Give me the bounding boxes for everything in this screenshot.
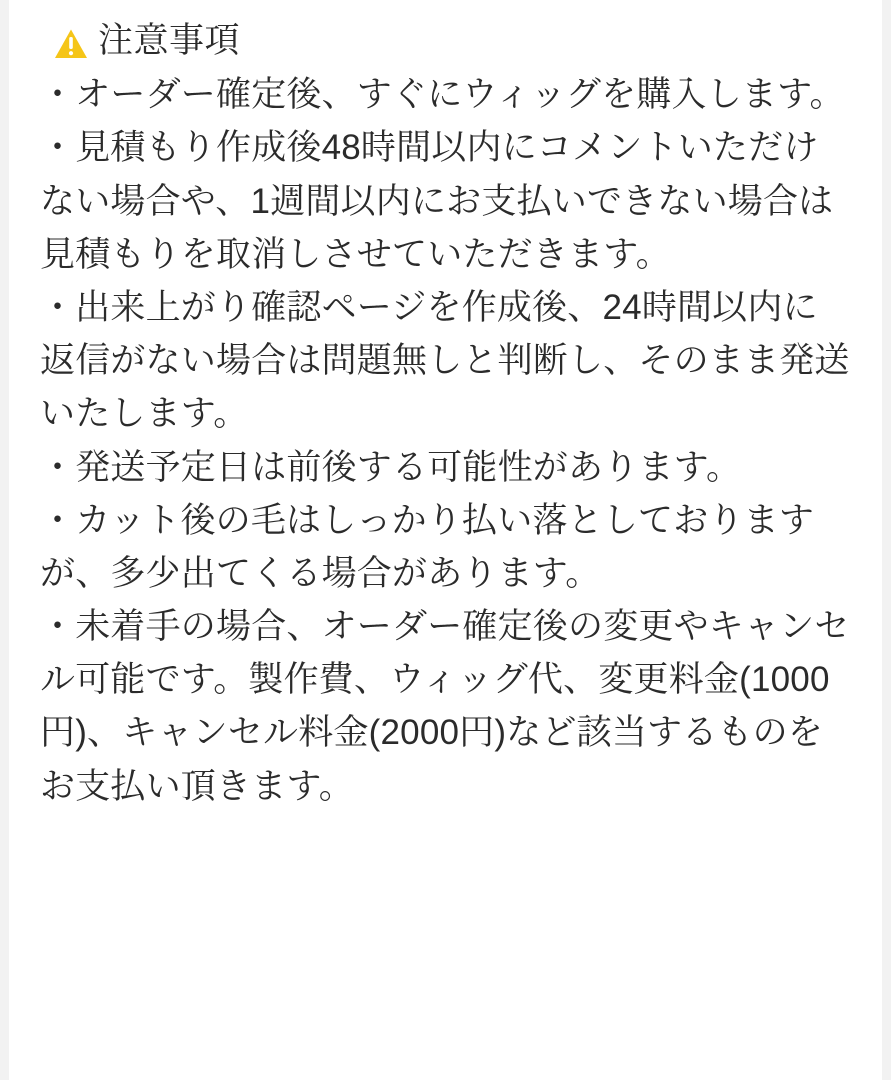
list-item: ・出来上がり確認ページを作成後、24時間以内に返信がない場合は問題無しと判断し、そのまま発送いたします。 bbox=[40, 287, 850, 434]
notice-list bbox=[40, 68, 851, 813]
notice-block bbox=[40, 18, 851, 813]
list-item: ・発送予定日は前後する可能性があります。 bbox=[40, 447, 742, 487]
list-item: ・カット後の毛はしっかり払い落としておりますが、多少出てくる場合があります。 bbox=[40, 500, 815, 593]
notice-heading bbox=[54, 18, 851, 64]
left-edge-strip bbox=[0, 0, 9, 1080]
list-item: ・オーダー確定後、すぐにウィッグを購入します。 bbox=[40, 75, 845, 115]
right-edge-strip bbox=[882, 0, 891, 1080]
warning-icon bbox=[54, 26, 88, 58]
notice-heading-label: 注意事項 bbox=[98, 21, 241, 60]
list-item: ・未着手の場合、オーダー確定後の変更やキャンセル可能です。製作費、ウィッグ代、変更料金(1000円)、キャンセル料金(2000円)など該当するものをお支払い頂きます。 bbox=[40, 607, 850, 806]
list-item: ・見積もり作成後48時間以内にコメントいただけない場合や、1週間以内にお支払いできない場合は見積もりを取消しさせていただきます。 bbox=[40, 128, 834, 274]
